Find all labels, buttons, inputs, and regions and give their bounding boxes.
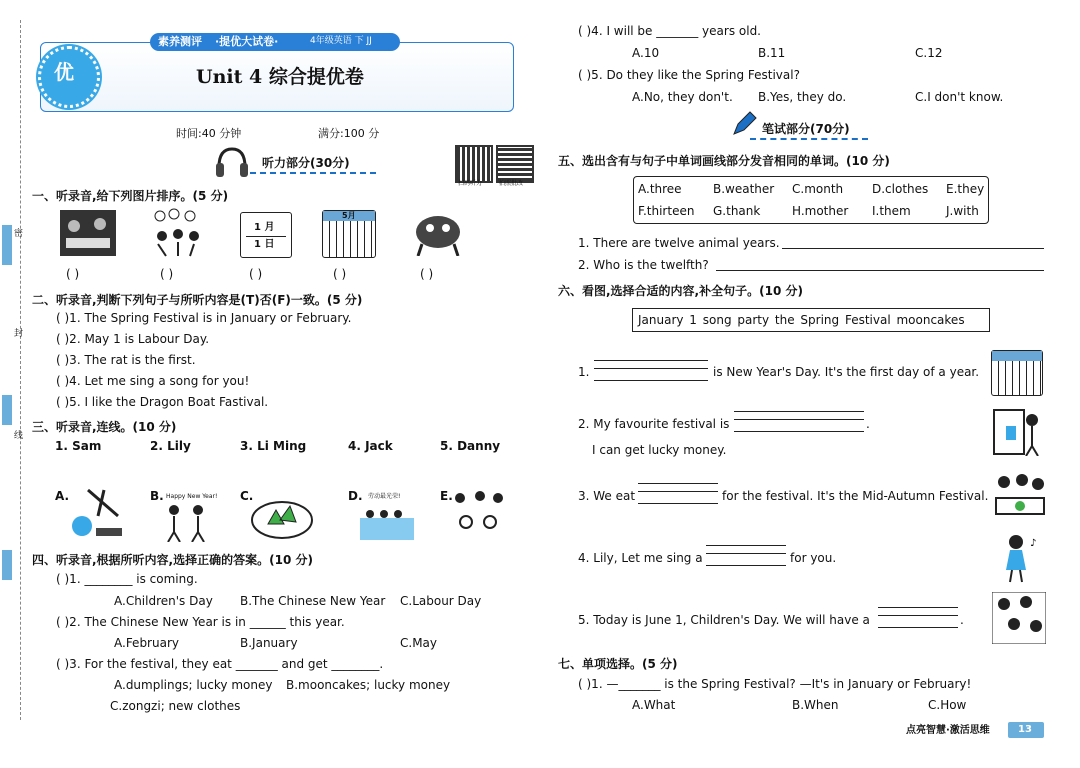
pen-icon	[730, 110, 758, 138]
greeting-kids-picture	[162, 502, 212, 542]
fill-q3-text: 3. We eat	[578, 489, 636, 503]
qr-code-grading[interactable]	[496, 145, 534, 183]
word-g-thank: G.thank	[713, 204, 761, 218]
labour-slogan: 劳动最光荣!	[368, 493, 401, 500]
mc-q5-option-c[interactable]: C.I don't know.	[915, 90, 1004, 104]
writing-underline	[750, 138, 868, 140]
answer-line[interactable]	[594, 380, 708, 381]
answer-line[interactable]	[878, 627, 958, 628]
qr-code-listening[interactable]	[455, 145, 493, 183]
mc-question-5[interactable]: ( )5. Do they like the Spring Festival?	[578, 68, 800, 82]
match-name-liming[interactable]: 3. Li Ming	[240, 439, 307, 453]
section-7-title: 七、单项选择。(5 分)	[558, 657, 678, 671]
lion-dance-picture	[410, 210, 466, 256]
mc-q5-option-b[interactable]: B.Yes, they do.	[758, 90, 847, 104]
fill-q3-post: for the festival. It's the Mid-Autumn Festival.	[722, 489, 989, 503]
page-number: 13	[1018, 724, 1032, 735]
side-tab	[2, 550, 12, 580]
fill-q2-end: .	[866, 417, 870, 431]
match-letter-a: A.	[55, 489, 70, 503]
phrase-bank-words: January 1 song party the Spring Festival mooncakes	[638, 313, 965, 327]
footer-slogan: 点亮智慧·激活思维	[906, 725, 990, 736]
svg-text:♪: ♪	[1030, 538, 1037, 549]
listening-title: 听力部分(30分)	[262, 156, 350, 170]
mc-q1-option-b[interactable]: B.The Chinese New Year	[240, 594, 386, 608]
answer-paren[interactable]: ( )	[160, 267, 174, 281]
mc-q2-option-c[interactable]: C.May	[400, 636, 438, 650]
answer-line[interactable]	[706, 565, 786, 566]
mooncake-family-picture	[992, 470, 1048, 520]
match-name-jack[interactable]: 4. Jack	[348, 439, 393, 453]
section-6-title: 六、看图,选择合适的内容,补全句子。(10 分)	[558, 284, 803, 298]
word-i-them: I.them	[872, 204, 911, 218]
binding-dash-line	[20, 20, 21, 720]
match-letter-d: D.	[348, 489, 363, 503]
section-1-title: 一、听录音,给下列图片排序。(5 分)	[32, 189, 229, 203]
choice-q1-option-c[interactable]: C.How	[928, 698, 967, 712]
fill-q5-end: .	[960, 613, 964, 627]
answer-lines[interactable]	[594, 360, 708, 369]
fill-q5-text: 5. Today is June 1, Children's Day. We will have a	[578, 613, 870, 627]
qr-label: 拍照批改	[499, 180, 524, 187]
answer-lines[interactable]	[878, 607, 958, 616]
writing-title: 笔试部分(70分)	[762, 122, 850, 136]
fill-q4-post: for you.	[790, 551, 837, 565]
fill-q2-line2: I can get lucky money.	[592, 443, 727, 457]
banner-text-2: ·提优大试卷·	[215, 35, 279, 48]
section-2-title: 二、听录音,判断下列句子与所听内容是(T)否(F)一致。(5 分)	[32, 293, 363, 307]
calendar-jan1-picture	[240, 212, 292, 258]
tf-item-1[interactable]: ( )1. The Spring Festival is in January or February.	[56, 311, 352, 325]
section-5-title: 五、选出含有与句子中单词画线部分发音相同的单词。(10 分)	[558, 154, 890, 168]
calendar-header	[992, 351, 1042, 361]
badge-text: 优	[54, 60, 74, 84]
tf-item-2[interactable]: ( )2. May 1 is Labour Day.	[56, 332, 210, 346]
side-mark-feng: 封	[14, 329, 24, 339]
girl-singing-picture	[996, 532, 1040, 584]
answer-line[interactable]	[716, 270, 1044, 271]
word-e-they: E.they	[946, 182, 985, 196]
calendar-divider	[246, 236, 286, 237]
word-a-three: A.three	[638, 182, 682, 196]
fill-q4-text: 4. Lily, Let me sing a	[578, 551, 703, 565]
choice-q1-option-b[interactable]: B.When	[792, 698, 839, 712]
mc-q3-option-a[interactable]: A.dumplings; lucky money	[114, 678, 273, 692]
mc-q1-option-a[interactable]: A.Children's Day	[114, 594, 213, 608]
answer-paren[interactable]: ( )	[420, 267, 434, 281]
fill-q1-text: is New Year's Day. It's the first day of a year.	[713, 365, 980, 379]
answer-lines[interactable]	[706, 545, 786, 554]
answer-paren[interactable]: ( )	[333, 267, 347, 281]
fill-q1-number: 1.	[578, 365, 590, 379]
new-year-greeting: Happy New Year!	[166, 493, 218, 500]
mc-q5-option-a[interactable]: A.No, they don't.	[632, 90, 733, 104]
answer-lines[interactable]	[638, 483, 718, 492]
answer-lines[interactable]	[734, 411, 864, 420]
mc-q4-option-a[interactable]: A.10	[632, 46, 660, 60]
match-letter-c: C.	[240, 489, 254, 503]
qr-label: 扫码听力	[458, 180, 483, 187]
right-page	[540, 0, 1080, 768]
side-mark-mi: 密	[14, 229, 24, 239]
party-kids-picture	[450, 488, 508, 540]
side-tab	[2, 225, 12, 265]
mc-q2-option-b[interactable]: B.January	[240, 636, 298, 650]
full-score: 满分:100 分	[318, 127, 380, 140]
word-j-with: J.with	[946, 204, 979, 218]
mc-q1-option-c[interactable]: C.Labour Day	[400, 594, 482, 608]
mc-question-2[interactable]: ( )2. The Chinese New Year is in ______ this year.	[56, 615, 345, 629]
answer-line[interactable]	[638, 503, 718, 504]
childrens-day-picture	[992, 592, 1046, 644]
word-f-thirteen: F.thirteen	[638, 204, 695, 218]
section-4-title: 四、听录音,根据所听内容,选择正确的答案。(10 分)	[32, 553, 313, 567]
dumplings-picture	[250, 496, 314, 540]
phonics-question-1: 1. There are twelve animal years.	[578, 236, 780, 250]
mc-question-4[interactable]: ( )4. I will be _______ years old.	[578, 24, 761, 38]
listening-underline	[250, 172, 376, 174]
tf-item-3[interactable]: ( )3. The rat is the first.	[56, 353, 196, 367]
mc-q4-option-b[interactable]: B.11	[758, 46, 786, 60]
word-h-mother: H.mother	[792, 204, 849, 218]
mc-question-3[interactable]: ( )3. For the festival, they eat _______ and get ________.	[56, 657, 384, 671]
choice-q1-option-a[interactable]: A.What	[632, 698, 676, 712]
tf-item-5[interactable]: ( )5. I like the Dragon Boat Fastival.	[56, 395, 269, 409]
banner-text-1: 素养测评	[158, 35, 202, 48]
mc-question-1[interactable]: ( )1. ________ is coming.	[56, 572, 198, 586]
page-title: Unit 4 综合提优卷	[196, 66, 364, 88]
answer-paren[interactable]: ( )	[249, 267, 263, 281]
match-name-danny[interactable]: 5. Danny	[440, 439, 501, 453]
side-mark-xian: 线	[14, 431, 24, 441]
moon-festival-picture	[68, 486, 126, 540]
word-c-month: C.month	[792, 182, 844, 196]
answer-line[interactable]	[782, 248, 1044, 249]
mc-q3-option-c[interactable]: C.zongzi; new clothes	[110, 699, 241, 713]
workers-picture	[358, 504, 416, 542]
section-3-title: 三、听录音,连线。(10 分)	[32, 420, 177, 434]
match-name-sam[interactable]: 1. Sam	[55, 439, 102, 453]
family-dinner-picture	[60, 210, 116, 256]
time-limit: 时间:40 分钟	[176, 127, 242, 140]
children-party-picture	[150, 208, 206, 258]
word-d-clothes: D.clothes	[872, 182, 929, 196]
lucky-money-picture	[992, 406, 1046, 456]
tf-item-4[interactable]: ( )4. Let me sing a song for you!	[56, 374, 250, 388]
answer-paren[interactable]: ( )	[66, 267, 80, 281]
match-name-lily[interactable]: 2. Lily	[150, 439, 191, 453]
calendar-may-text: 5月	[342, 211, 356, 220]
fill-q2-text: 2. My favourite festival is	[578, 417, 730, 431]
match-letter-b: B.	[150, 489, 164, 503]
phonics-question-2: 2. Who is the twelfth?	[578, 258, 709, 272]
match-letter-e: E.	[440, 489, 453, 503]
mc-q2-option-a[interactable]: A.February	[114, 636, 179, 650]
answer-line[interactable]	[734, 431, 864, 432]
side-tab	[2, 395, 12, 425]
headphones-icon	[214, 145, 250, 179]
calendar-month-text: 1 月	[254, 222, 275, 233]
mc-q3-option-b[interactable]: B.mooncakes; lucky money	[286, 678, 451, 692]
word-b-weather: B.weather	[713, 182, 775, 196]
mc-q4-option-c[interactable]: C.12	[915, 46, 943, 60]
choice-question-1[interactable]: ( )1. —_______ is the Spring Festival? —It's in January or February!	[578, 677, 972, 691]
banner-text-3: 4年级英语 下 JJ	[310, 36, 372, 46]
calendar-day-text: 1 日	[254, 239, 275, 250]
